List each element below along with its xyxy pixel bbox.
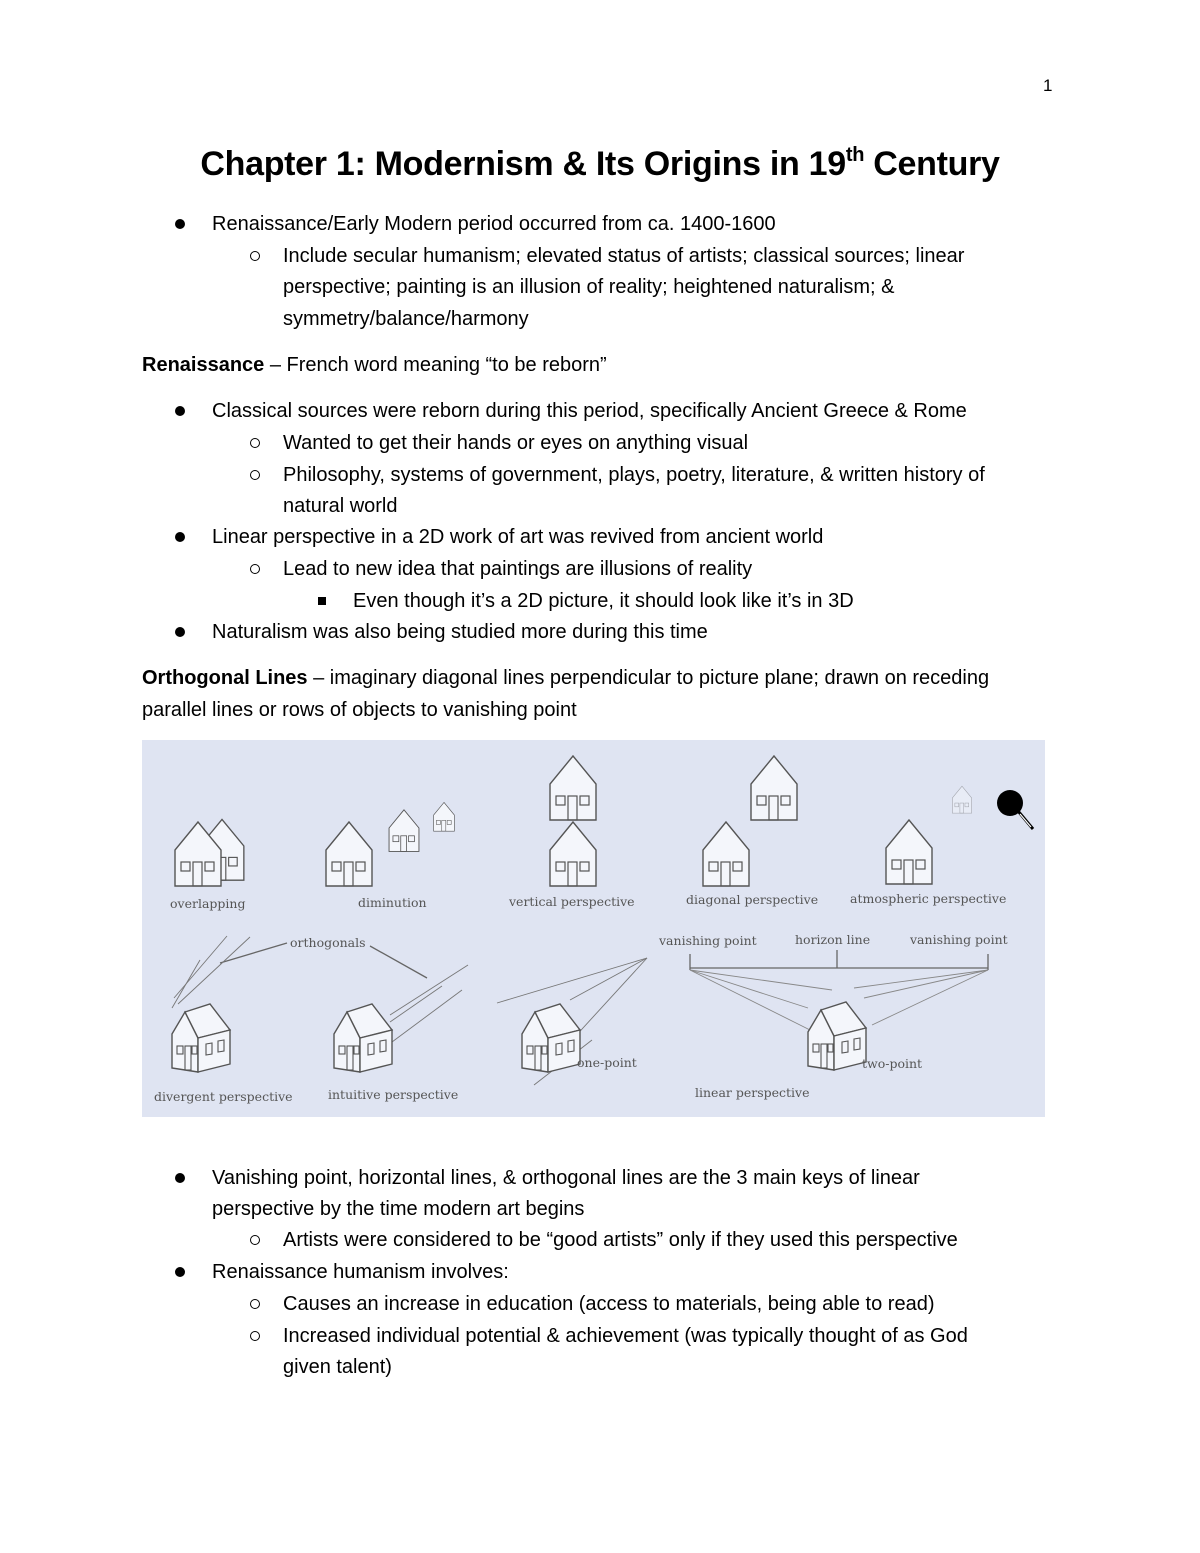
house-diminution-medium — [389, 810, 419, 852]
list-item: Renaissance/Early Modern period occurred from ca. 1400-1600 — [212, 213, 776, 235]
bullet-dot — [175, 219, 185, 229]
bullet-circle — [250, 251, 260, 261]
list-item: Linear perspective in a 2D work of art was revived from ancient world — [212, 526, 824, 548]
house-diagonal-top — [751, 756, 797, 820]
label-orthogonals: orthogonals — [290, 935, 366, 950]
label-diminution: diminution — [358, 895, 427, 910]
list-item: Wanted to get their hands or eyes on anything visual — [283, 432, 749, 454]
label-linear-perspective: linear perspective — [695, 1085, 810, 1100]
bullet-dot — [175, 1267, 185, 1277]
list-item: Artists were considered to be “good artists” only if they used this perspective — [283, 1229, 958, 1251]
list-item-continued: given talent) — [283, 1356, 392, 1378]
bullet-circle — [250, 1235, 260, 1245]
page-title — [0, 145, 1200, 184]
bullet-dot — [175, 406, 185, 416]
intuitive-lines — [390, 965, 468, 1042]
house-vertical-bottom — [550, 822, 596, 886]
divergent-lines — [172, 936, 250, 1008]
label-atmospheric-perspective: atmospheric perspective — [850, 891, 1007, 906]
label-vanishing-point-left: vanishing point — [659, 933, 757, 948]
label-one-point: one-point — [577, 1055, 637, 1070]
bullet-dot — [175, 1173, 185, 1183]
bullet-circle — [250, 438, 260, 448]
list-item: Vanishing point, horizontal lines, & orthogonal lines are the 3 main keys of linear — [212, 1167, 920, 1189]
list-item: Lead to new idea that paintings are illusions of reality — [283, 558, 753, 580]
list-item-continued: perspective by the time modern art begins — [212, 1198, 585, 1220]
label-divergent-perspective: divergent perspective — [154, 1089, 293, 1104]
label-vertical-perspective: vertical perspective — [509, 894, 635, 909]
title-end: Century — [864, 145, 1000, 183]
page-number: 1 — [1043, 76, 1053, 95]
magnifier-icon — [997, 790, 1033, 829]
label-horizon-line: horizon line — [795, 932, 871, 947]
horizon-line — [690, 950, 988, 970]
label-two-point: two-point — [862, 1056, 923, 1071]
orthogonal-definition-continued: parallel lines or rows of objects to vanishing point — [142, 699, 577, 721]
house-two-point — [808, 1002, 866, 1070]
house-diminution-small — [434, 802, 455, 831]
term: Orthogonal Lines — [142, 667, 308, 689]
renaissance-definition — [142, 349, 607, 381]
perspective-diagram-svg — [142, 740, 1045, 1117]
list-item: Philosophy, systems of government, plays, poetry, literature, & written history of — [283, 464, 985, 486]
house-atmospheric-near — [886, 820, 932, 884]
label-overlapping: overlapping — [170, 896, 246, 911]
list-item: Even though it’s a 2D picture, it should look like it’s in 3D — [353, 590, 854, 612]
house-atmospheric-far — [952, 786, 971, 813]
list-item: Include secular humanism; elevated status of artists; classical sources; linear — [283, 245, 965, 267]
definition-text: – imaginary diagonal lines perpendicular to picture plane; drawn on receding — [307, 667, 990, 689]
house-intuitive — [334, 1004, 392, 1072]
bullet-circle — [250, 470, 260, 480]
title-main: Chapter 1: Modernism & Its Origins in 19 — [200, 145, 846, 183]
bullet-circle — [250, 564, 260, 574]
list-item: Naturalism was also being studied more during this time — [212, 621, 708, 643]
label-intuitive-perspective: intuitive perspective — [328, 1087, 459, 1102]
house-diagonal-bottom — [703, 822, 749, 886]
house-diminution-large — [326, 822, 372, 886]
definition-text: – French word meaning “to be reborn” — [264, 354, 607, 376]
list-item-continued: natural world — [283, 495, 398, 517]
list-item-continued: symmetry/balance/harmony — [283, 308, 529, 330]
perspective-diagram — [142, 740, 1045, 1117]
bullet-circle — [250, 1299, 260, 1309]
house-vertical-top — [550, 756, 596, 820]
label-diagonal-perspective: diagonal perspective — [686, 892, 819, 907]
list-item: Increased individual potential & achievement (was typically thought of as God — [283, 1325, 968, 1347]
label-vanishing-point-right: vanishing point — [910, 932, 1008, 947]
bullet-square — [318, 597, 326, 605]
bullet-circle — [250, 1331, 260, 1341]
house-divergent — [172, 1004, 230, 1072]
house-one-point — [522, 1004, 580, 1072]
list-item: Classical sources were reborn during this period, specifically Ancient Greece & Rome — [212, 400, 967, 422]
orthogonal-definition — [142, 662, 989, 694]
title-superscript: th — [845, 144, 865, 166]
bullet-dot — [175, 627, 185, 637]
bullet-dot — [175, 532, 185, 542]
term: Renaissance — [142, 354, 265, 376]
list-item: Causes an increase in education (access to materials, being able to read) — [283, 1293, 935, 1315]
list-item: Renaissance humanism involves: — [212, 1261, 509, 1283]
list-item-continued: perspective; painting is an illusion of reality; heightened naturalism; & — [283, 276, 895, 298]
